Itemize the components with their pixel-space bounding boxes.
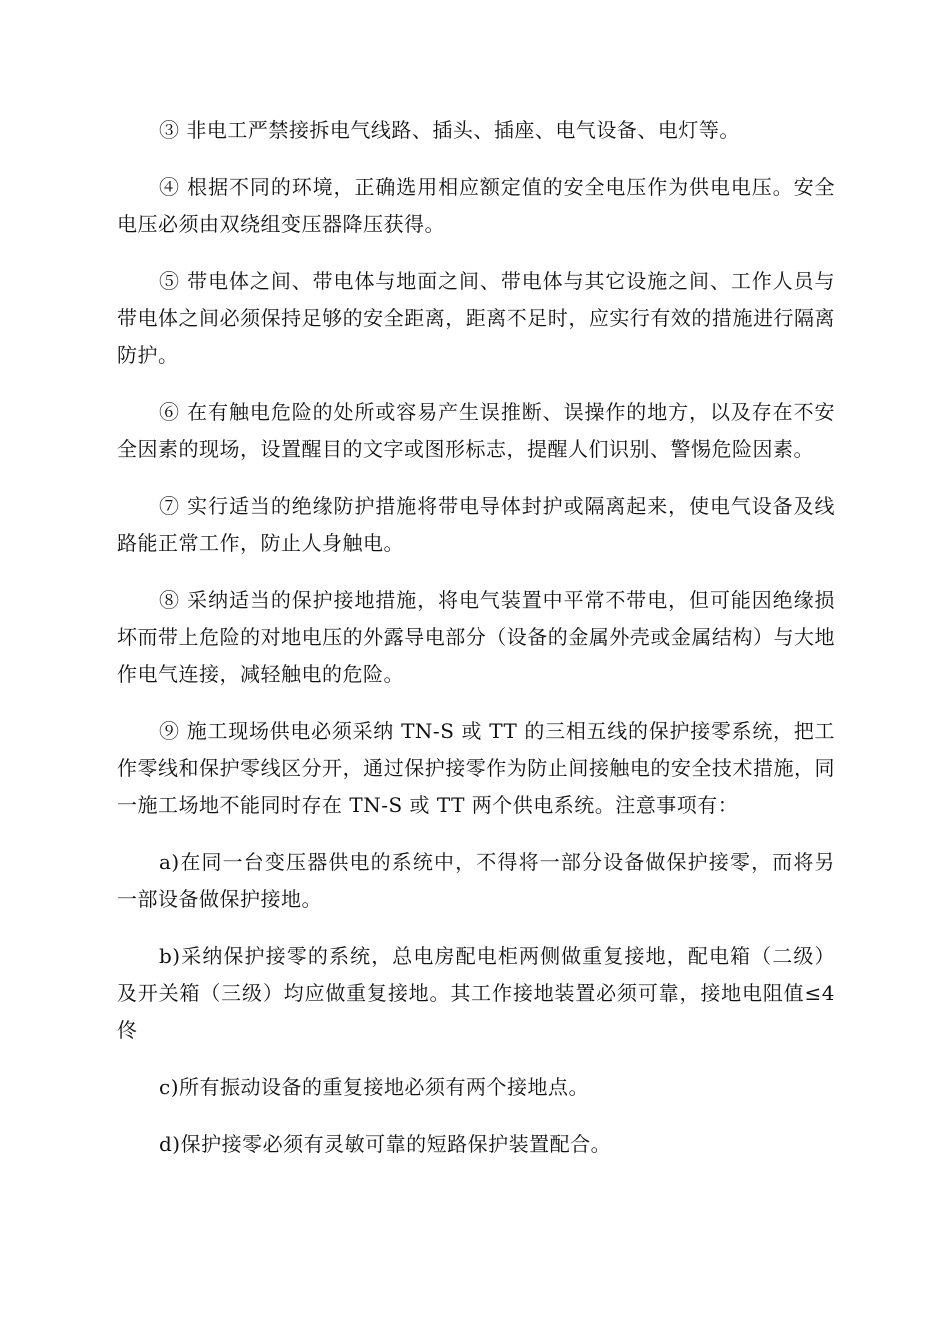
paragraph-item-6: ⑥ 在有触电危险的处所或容易产生误推断、误操作的地方，以及存在不安全因素的现场，设置醒目的文字或图形标志，提醒人们识别、警惕危险因素。: [117, 400, 835, 461]
paragraph-note-c: c)所有振动设备的重复接地必须有两个接地点。: [159, 1075, 590, 1099]
paragraph-item-8: ⑧ 采纳适当的保护接地措施，将电气装置中平常不带电，但可能因绝缘损坏而带上危险的对地电压的外露导电部分（设备的金属外壳或金属结构）与大地作电气连接，减轻触电的危险。: [117, 588, 835, 686]
paragraph-item-7: ⑦ 实行适当的绝缘防护措施将带电导体封护或隔离起来，使电气设备及线路能正常工作，防止人身触电。: [117, 494, 835, 555]
paragraph-item-3: ③ 非电工严禁接拆电气线路、插头、插座、电气设备、电灯等。: [159, 118, 740, 142]
paragraph-note-a: a)在同一台变压器供电的系统中，不得将一部分设备做保护接零，而将另一部设备做保护接地。: [117, 850, 835, 911]
paragraph-item-9: ⑨ 施工现场供电必须采纳 TN-S 或 TT 的三相五线的保护接零系统，把工作零线和保护零线区分开，通过保护接零作为防止间接触电的安全技术措施，同一施工场地不能同时存在 TN-S 或 TT 两个供电系统。注意事项有：: [117, 719, 835, 817]
document-body: [117, 112, 835, 1183]
paragraph-note-d: d)保护接零必须有灵敏可靠的短路保护装置配合。: [159, 1132, 612, 1156]
paragraph-item-4: ④ 根据不同的环境，正确选用相应额定值的安全电压作为供电电压。安全电压必须由双绕组变压器降压获得。: [117, 175, 835, 236]
paragraph-note-b: b)采纳保护接零的系统，总电房配电柜两侧做重复接地，配电箱（二级）及开关箱（三级）均应做重复接地。其工作接地装置必须可靠，接地电阻值≤4 佟: [117, 944, 835, 1042]
paragraph-item-5: ⑤ 带电体之间、带电体与地面之间、带电体与其它设施之间、工作人员与带电体之间必须保持足够的安全距离，距离不足时，应实行有效的措施进行隔离防护。: [117, 269, 835, 367]
